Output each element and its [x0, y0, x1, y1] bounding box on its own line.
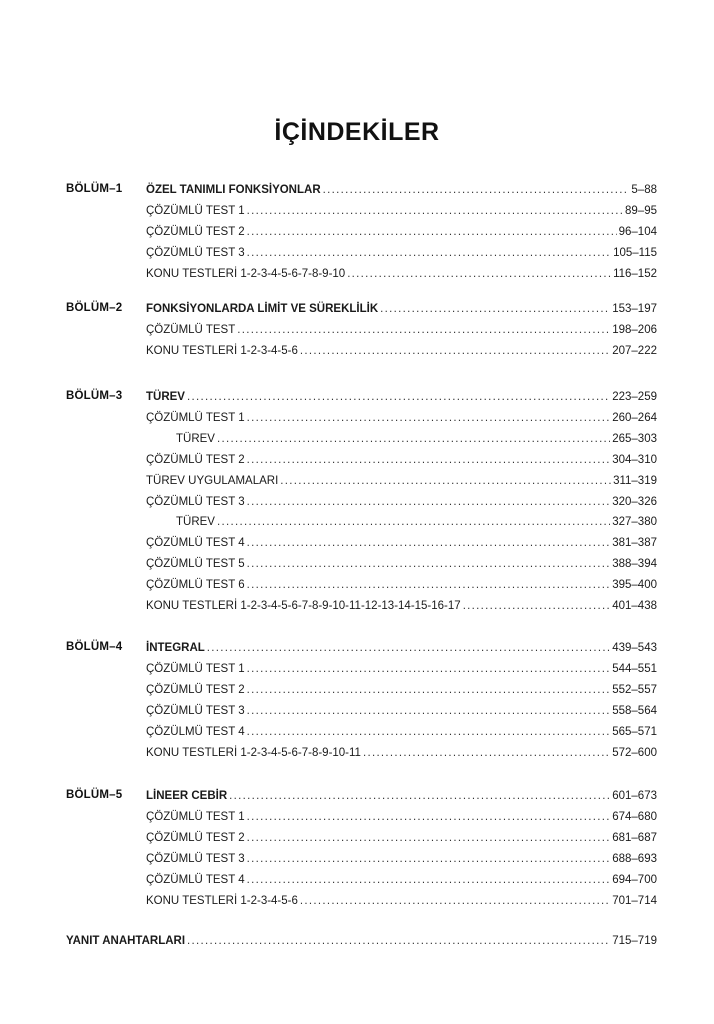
dot-leader [247, 535, 611, 551]
entry-label: ÇÖZÜMLÜ TEST 1 [146, 412, 245, 424]
entry-pages: 320–326 [612, 496, 657, 508]
dot-leader [247, 494, 611, 510]
entry-label: KONU TESTLERİ 1-2-3-4-5-6 [146, 895, 298, 907]
entry-pages: 544–551 [612, 663, 657, 675]
dot-leader [207, 640, 610, 656]
entry-pages: 694–700 [612, 874, 657, 886]
entry-label: ÇÖZÜMLÜ TEST 5 [146, 558, 245, 570]
entry-label: TÜREV [146, 391, 185, 403]
entry-label: ÇÖZÜMLÜ TEST 2 [146, 684, 245, 696]
toc-entry[interactable] [146, 266, 657, 282]
dot-leader [347, 266, 611, 282]
entry-pages: 304–310 [612, 454, 657, 466]
toc-entry[interactable] [146, 556, 657, 572]
answer-key-label: YANIT ANAHTARLARI [66, 935, 186, 947]
entry-label: ÇÖZÜMLÜ TEST 6 [146, 579, 245, 591]
toc-entry[interactable] [146, 830, 657, 846]
toc-entry[interactable] [146, 577, 657, 593]
entry-pages: 116–152 [613, 268, 657, 280]
entry-label: ÇÖZÜMLÜ TEST 4 [146, 874, 245, 886]
entry-pages: 439–543 [612, 642, 657, 654]
page-title: İÇİNDEKİLER [274, 118, 440, 146]
dot-leader [300, 893, 610, 909]
toc-entry[interactable] [146, 322, 657, 338]
section-label: BÖLÜM–5 [66, 789, 123, 801]
entry-label: ÇÖZÜMLÜ TEST 2 [146, 454, 245, 466]
dot-leader [247, 724, 611, 740]
toc-entry[interactable] [146, 343, 657, 359]
entry-label: ÇÖZÜMLÜ TEST 1 [146, 205, 245, 217]
toc-entry[interactable] [146, 535, 657, 551]
entry-label: TÜREV [176, 516, 215, 528]
dot-leader [247, 872, 611, 888]
dot-leader [187, 933, 610, 949]
entry-label: ÇÖZÜMLÜ TEST 4 [146, 537, 245, 549]
dot-leader [247, 682, 611, 698]
dot-leader [247, 703, 611, 719]
entry-pages: 674–680 [612, 811, 657, 823]
entry-pages: 223–259 [612, 391, 657, 403]
entry-label: ÇÖZÜMLÜ TEST [146, 324, 236, 336]
entry-pages: 395–400 [612, 579, 657, 591]
dot-leader [217, 514, 610, 530]
entry-label: ÇÖZÜMLÜ TEST 1 [146, 811, 245, 823]
toc-entry[interactable] [146, 245, 657, 261]
entry-label: KONU TESTLERİ 1-2-3-4-5-6-7-8-9-10-11-12-13-14-15-16-17 [146, 600, 461, 612]
dot-leader [247, 577, 611, 593]
entry-pages: 681–687 [612, 832, 657, 844]
answer-key-entry[interactable] [66, 933, 657, 949]
toc-entry[interactable] [146, 473, 657, 489]
entry-pages: 552–557 [612, 684, 657, 696]
entry-pages: 311–319 [613, 475, 657, 487]
dot-leader [187, 389, 610, 405]
entry-label: KONU TESTLERİ 1-2-3-4-5-6-7-8-9-10 [146, 268, 346, 280]
entry-pages: 688–693 [612, 853, 657, 865]
entry-label: ÇÖZÜMLÜ TEST 3 [146, 247, 245, 259]
entry-pages: 601–673 [612, 790, 657, 802]
entry-pages: 207–222 [612, 345, 657, 357]
entry-label: FONKSİYONLARDA LİMİT VE SÜREKLİLİK [146, 303, 379, 315]
entry-pages: 105–115 [613, 247, 657, 259]
dot-leader [247, 830, 611, 846]
toc-entry[interactable] [146, 203, 657, 219]
dot-leader [247, 245, 611, 261]
section-heading-entry[interactable] [146, 788, 657, 804]
section-label: BÖLÜM–3 [66, 390, 123, 402]
dot-leader [247, 410, 611, 426]
answer-key-pages: 715–719 [612, 935, 657, 947]
entry-label: LİNEER CEBİR [146, 790, 228, 802]
toc-entry[interactable] [146, 703, 657, 719]
entry-label: ÇÖZÜMLÜ TEST 2 [146, 226, 245, 238]
entry-label: KONU TESTLERİ 1-2-3-4-5-6-7-8-9-10-11 [146, 747, 361, 759]
dot-leader [247, 452, 611, 468]
section-heading-entry[interactable] [146, 301, 657, 317]
section-label: BÖLÜM–2 [66, 302, 123, 314]
toc-entry[interactable] [146, 661, 657, 677]
dot-leader [217, 431, 610, 447]
dot-leader [229, 788, 610, 804]
toc-entry[interactable] [146, 452, 657, 468]
toc-entry[interactable] [176, 431, 657, 447]
toc-entry[interactable] [146, 598, 657, 614]
toc-entry[interactable] [146, 893, 657, 909]
entry-pages: 265–303 [612, 433, 657, 445]
entry-pages: 701–714 [612, 895, 657, 907]
toc-entry[interactable] [146, 809, 657, 825]
entry-pages: 5–88 [631, 184, 657, 196]
entry-label: ÇÖZÜLMÜ TEST 4 [146, 726, 245, 738]
entry-pages: 96–104 [618, 226, 657, 238]
dot-leader [247, 809, 611, 825]
entry-pages: 381–387 [612, 537, 657, 549]
dot-leader [237, 322, 610, 338]
toc-entry[interactable] [146, 494, 657, 510]
entry-label: TÜREV [176, 433, 215, 445]
dot-leader [363, 745, 610, 761]
dot-leader [247, 556, 611, 572]
dot-leader [463, 598, 611, 614]
toc-entry[interactable] [146, 745, 657, 761]
dot-leader [247, 203, 623, 219]
entry-label: ÇÖZÜMLÜ TEST 3 [146, 496, 245, 508]
entry-pages: 558–564 [612, 705, 657, 717]
entry-pages: 388–394 [612, 558, 657, 570]
dot-leader [247, 661, 611, 677]
toc-entry[interactable] [146, 851, 657, 867]
dot-leader [323, 182, 630, 198]
toc-entry[interactable] [146, 724, 657, 740]
entry-label: İNTEGRAL [146, 642, 205, 654]
dot-leader [247, 851, 611, 867]
entry-pages: 572–600 [612, 747, 657, 759]
section-label: BÖLÜM–4 [66, 641, 123, 653]
entry-label: TÜREV UYGULAMALARI [146, 475, 279, 487]
toc-entry[interactable] [146, 410, 657, 426]
entry-label: ÇÖZÜMLÜ TEST 3 [146, 853, 245, 865]
entry-pages: 401–438 [612, 600, 657, 612]
entry-pages: 153–197 [612, 303, 657, 315]
toc-entry[interactable] [146, 224, 657, 240]
toc-entry[interactable] [176, 514, 657, 530]
entry-pages: 89–95 [625, 205, 657, 217]
entry-label: ÇÖZÜMLÜ TEST 2 [146, 832, 245, 844]
entry-label: ÖZEL TANIMLI FONKSİYONLAR [146, 184, 321, 196]
toc-entry[interactable] [146, 682, 657, 698]
toc-entry[interactable] [146, 872, 657, 888]
section-label: BÖLÜM–1 [66, 183, 123, 195]
entry-pages: 260–264 [612, 412, 657, 424]
entry-pages: 327–380 [612, 516, 657, 528]
entry-pages: 198–206 [612, 324, 657, 336]
section-heading-entry[interactable] [146, 389, 657, 405]
dot-leader [247, 224, 617, 240]
entry-pages: 565–571 [612, 726, 657, 738]
dot-leader [280, 473, 611, 489]
entry-label: KONU TESTLERİ 1-2-3-4-5-6 [146, 345, 298, 357]
section-heading-entry[interactable] [146, 640, 657, 656]
dot-leader [300, 343, 610, 359]
entry-label: ÇÖZÜMLÜ TEST 3 [146, 705, 245, 717]
entry-label: ÇÖZÜMLÜ TEST 1 [146, 663, 245, 675]
section-heading-entry[interactable] [146, 182, 657, 198]
dot-leader [380, 301, 610, 317]
